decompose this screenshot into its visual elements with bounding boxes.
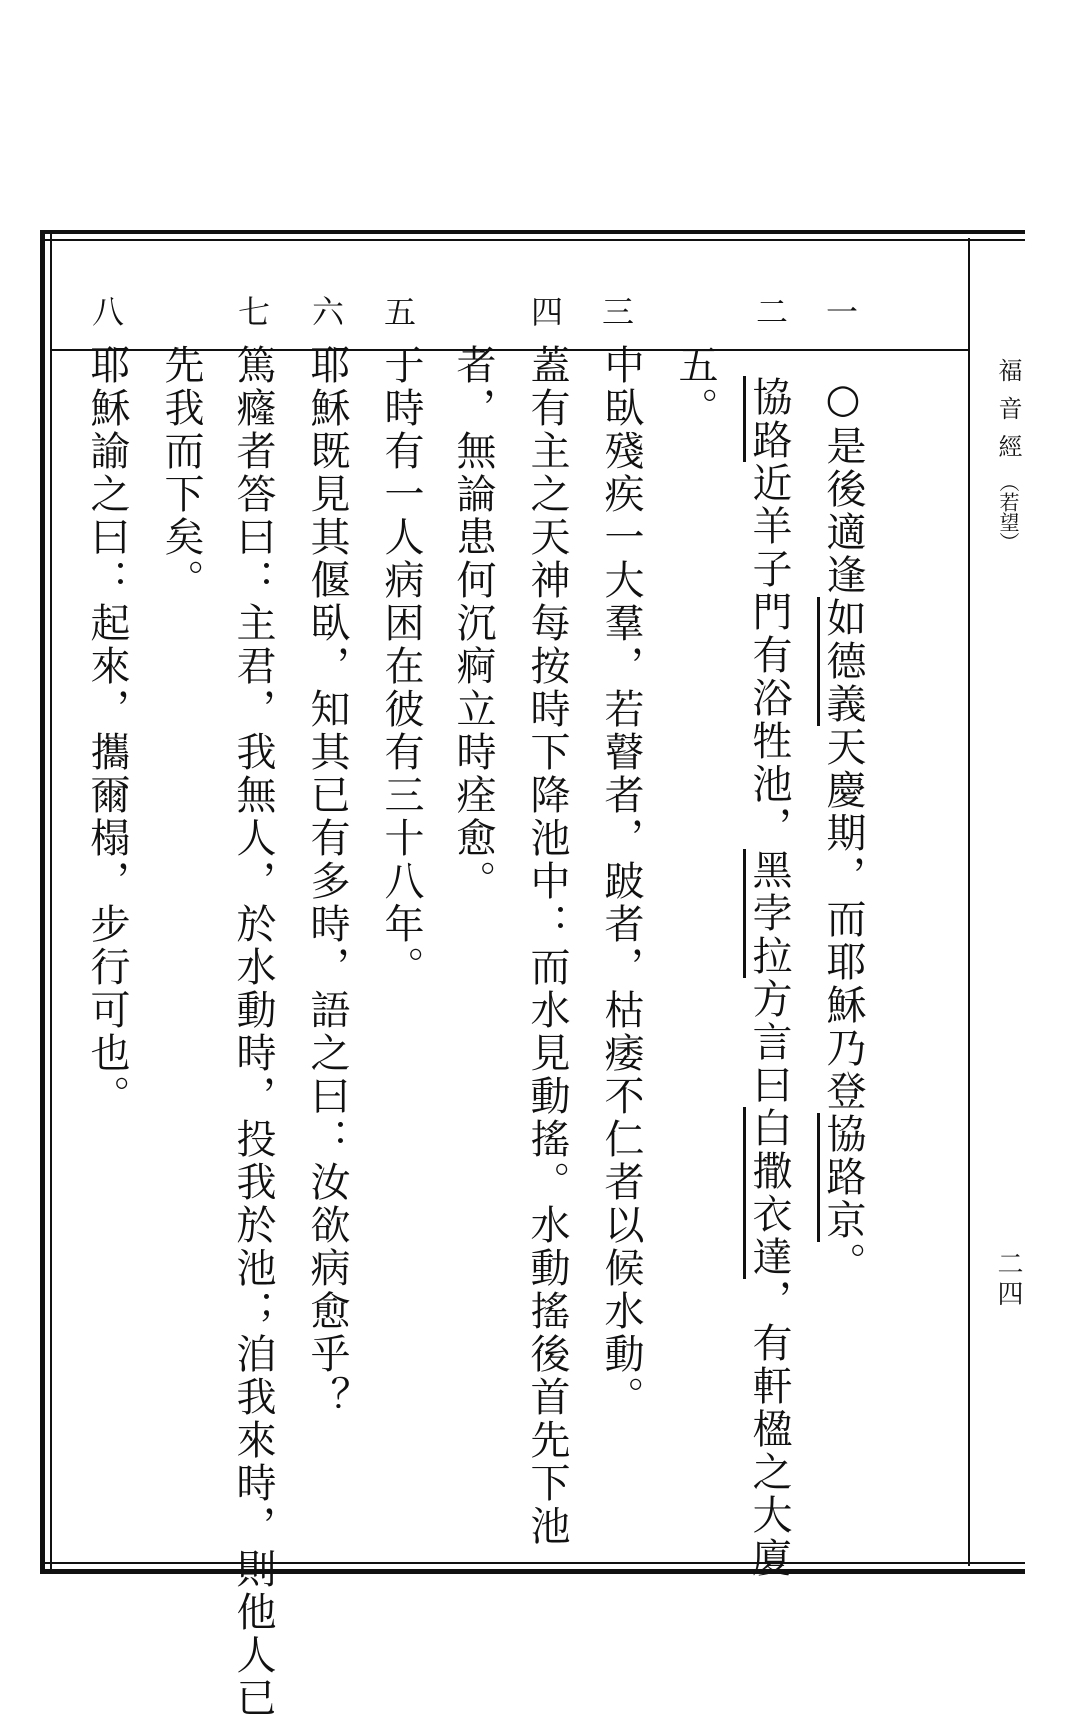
text-column-4 bbox=[598, 344, 644, 1419]
text-segment: 于時有一人病困在彼有三十八年。 bbox=[378, 344, 424, 989]
text-segment: 先我而下矣。 bbox=[158, 344, 204, 602]
verse-number-1: 一 bbox=[825, 293, 858, 331]
text-column-3 bbox=[672, 344, 718, 430]
text-column-11 bbox=[84, 344, 130, 1118]
verse-number-5: 五 bbox=[383, 293, 416, 331]
text-segment: 者，無論患何沉痾立時痊愈。 bbox=[450, 344, 496, 903]
page-number: 二四 bbox=[993, 1250, 1023, 1310]
text-column-6 bbox=[450, 344, 496, 903]
proper-name: 如德義 bbox=[817, 597, 866, 726]
frame-right-rule bbox=[968, 238, 970, 1566]
verse-number-8: 八 bbox=[91, 293, 124, 331]
text-column-2 bbox=[746, 376, 792, 1580]
proper-name: 協路京 bbox=[817, 1113, 866, 1242]
text-segment: ○是後適逢 bbox=[820, 376, 866, 597]
text-column-1 bbox=[820, 376, 866, 1285]
text-segment: 篤癃者答曰：主君，我無人，於水動時，投我於池；洎我來時，則他人已 bbox=[230, 344, 276, 1720]
running-head-book: （若望） bbox=[996, 472, 1020, 552]
verse-number-7: 七 bbox=[237, 293, 270, 331]
frame-left-rule bbox=[40, 232, 52, 1572]
running-head bbox=[988, 358, 1028, 552]
verse-number-3: 三 bbox=[601, 293, 634, 331]
text-segment: 蓋有主之天神每按時下降池中：而水見動搖。水動搖後首先下池 bbox=[524, 344, 570, 1548]
text-column-9 bbox=[230, 344, 276, 1720]
text-segment: 耶穌諭之曰：起來，攜爾榻，步行可也。 bbox=[84, 344, 130, 1118]
text-segment: 五。 bbox=[672, 344, 718, 430]
text-column-5 bbox=[524, 344, 570, 1548]
proper-name: 黑孛拉 bbox=[743, 849, 792, 978]
text-segment: 近羊子門有浴牲池， bbox=[746, 462, 792, 849]
verse-number-6: 六 bbox=[311, 293, 344, 331]
text-segment: 。 bbox=[820, 1242, 866, 1285]
text-column-10 bbox=[158, 344, 204, 602]
text-segment: 中臥殘疾一大羣，若瞽者，跛者，枯痿不仁者以候水動。 bbox=[598, 344, 644, 1419]
verse-number-4: 四 bbox=[530, 293, 563, 331]
text-segment: 耶穌既見其偃臥，知其已有多時，語之曰：汝欲病愈乎？ bbox=[304, 344, 350, 1419]
frame-bottom-rule bbox=[40, 1562, 1025, 1574]
text-column-7 bbox=[378, 344, 424, 989]
frame-top-rule bbox=[40, 230, 1025, 241]
text-segment: 天慶期，而耶穌乃登 bbox=[820, 726, 866, 1113]
text-segment: 方言曰 bbox=[746, 978, 792, 1107]
proper-name: 白撒衣達 bbox=[743, 1107, 792, 1279]
text-column-8 bbox=[304, 344, 350, 1419]
verse-number-2: 二 bbox=[755, 293, 788, 331]
text-segment: ，有軒楹之大廈 bbox=[746, 1279, 792, 1580]
proper-name: 協路 bbox=[743, 376, 792, 462]
running-head-title: 福音經 bbox=[994, 358, 1022, 472]
